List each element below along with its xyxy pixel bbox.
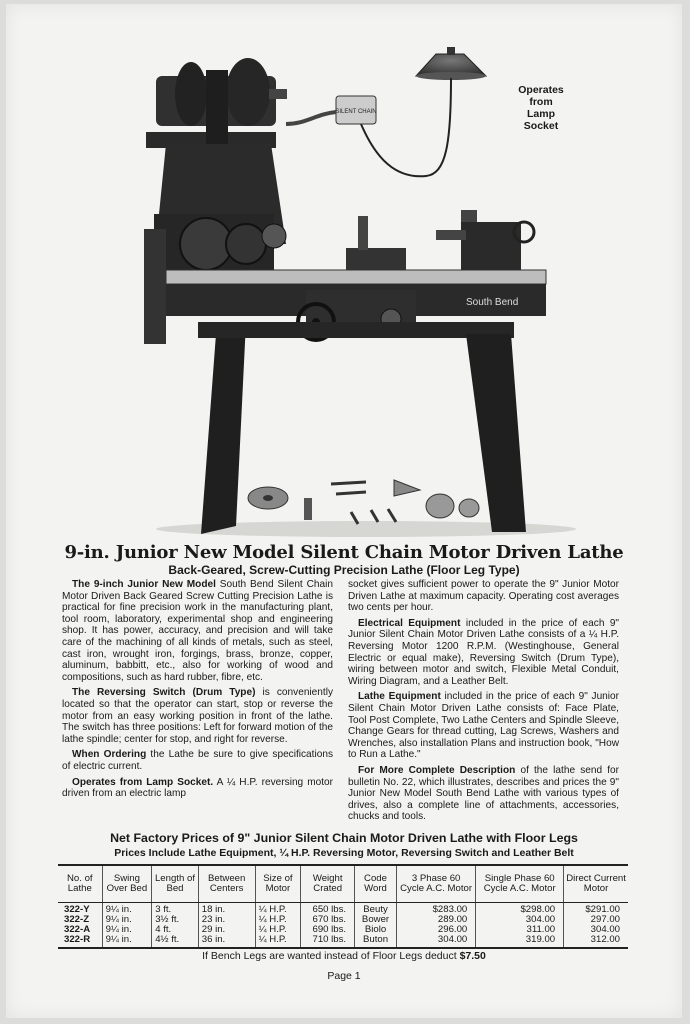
- paragraph-text: A ¼ H.P. reversing motor driven from an electric lamp: [62, 776, 334, 800]
- body-paragraph: [62, 687, 333, 745]
- table-cell: 312.00: [564, 935, 628, 948]
- table-cell: 690 lbs.: [301, 925, 355, 935]
- table-cell: 23 in.: [198, 915, 255, 925]
- paragraph-text: is conveniently located so that the operator can start, stop or reverse the motor from an easy working position in front of the lathe. The switch has three positions: Left for forward motion of the lathe spindle; center for stop, and right for reverse.: [62, 687, 333, 745]
- paragraph-lead: The 9-inch Junior New Model: [72, 579, 216, 590]
- table-cell: 3 ft.: [152, 903, 199, 916]
- table-cell: 4½ ft.: [152, 935, 199, 948]
- page-title: 9-in. Junior New Model Silent Chain Motor Driven Lathe: [64, 542, 624, 563]
- table-cell: 322-Z: [64, 914, 90, 925]
- table-cell: 304.00: [476, 915, 564, 925]
- callout-line: Operates: [518, 84, 564, 96]
- bench-legs-footnote: [6, 950, 682, 962]
- column-header: No. of Lathe: [58, 865, 102, 903]
- table-cell: 29 in.: [198, 925, 255, 935]
- table-cell: ¼ H.P.: [255, 935, 301, 948]
- column-header: Weight Crated: [301, 865, 355, 903]
- table-cell: 322-A: [64, 924, 91, 935]
- table-cell: 304.00: [396, 935, 475, 948]
- table-cell: Bower: [355, 915, 397, 925]
- prices-title: Net Factory Prices of 9" Junior Silent Chain Motor Driven Lathe with Floor Legs: [110, 831, 578, 845]
- table-cell: 650 lbs.: [301, 903, 355, 916]
- paragraph-text: socket gives sufficient power to operate the 9" Junior Motor Driven Lathe at maximum capacity. Operating cost averages two cents per hour.: [348, 579, 619, 614]
- paragraph-text: of the lathe send for bulletin No. 22, which illustrates, describes and prices the 9" Junior New Model South Bend Lathe with various types of drives, also a complete line of attachments, accessories, chucks and tools.: [348, 764, 619, 823]
- paragraph-lead: When Ordering: [72, 749, 147, 761]
- body-paragraph: [348, 579, 619, 614]
- table-cell: 311.00: [476, 925, 564, 935]
- table-cell: ¼ H.P.: [255, 915, 301, 925]
- table-header-row: [58, 865, 628, 903]
- column-header: Single Phase 60 Cycle A.C. Motor: [476, 865, 564, 903]
- table-cell: 319.00: [476, 935, 564, 948]
- table-cell: 304.00: [564, 925, 628, 935]
- table-cell: Biolo: [355, 925, 397, 935]
- column-header: Code Word: [355, 865, 397, 903]
- paragraph-lead: Operates from Lamp Socket.: [72, 776, 214, 788]
- paragraph-text: the Lathe be sure to give specifications of electric current.: [62, 749, 333, 772]
- table-cell: 322-Y: [64, 904, 90, 915]
- body-column-right: [348, 579, 619, 827]
- column-header: Direct Current Motor: [564, 865, 628, 903]
- table-cell: $283.00: [396, 903, 475, 916]
- page-subtitle: Back-Geared, Screw-Cutting Precision Lathe (Floor Leg Type): [168, 563, 520, 577]
- table-cell: 18 in.: [198, 903, 255, 916]
- column-header: 3 Phase 60 Cycle A.C. Motor: [396, 865, 475, 903]
- table-row: [58, 935, 628, 948]
- table-cell: 670 lbs.: [301, 915, 355, 925]
- table-cell: 3½ ft.: [152, 915, 199, 925]
- paragraph-text: included in the price of each 9" Junior Silent Chain Motor Driven Lathe consists of a ¼ H.P. Reversing Motor 1200 R.P.M. (Westinghouse, General Electric or equal make), Reversing Switch (Drum Type), wiring between motor and switch, Flexible Metal Conduit, Wiring Diagram, and a Leather Belt.: [348, 617, 620, 687]
- tailstock-icon: [436, 210, 534, 270]
- accessories-icon: [248, 480, 479, 524]
- table-cell: Buton: [355, 935, 397, 948]
- price-table: [58, 864, 628, 949]
- table-cell: 9¼ in.: [102, 925, 152, 935]
- table-cell: 36 in.: [198, 935, 255, 948]
- lamp-icon: [361, 47, 486, 176]
- table-cell: Beuty: [355, 903, 397, 916]
- lamp-socket-callout: [510, 84, 572, 132]
- paragraph-text: included in the price of each 9" Junior Silent Chain Motor Driven Lathe consists of: Face Plate, Tool Post Complete, Two Lathe Centers and Spindle Sleeve, Change Gears for thread cutting, Lag Screws, Washers and Wrenches, also installation Plans and instruction book, "How to Run a Lathe.": [348, 691, 620, 761]
- page-number: Page 1: [327, 970, 361, 982]
- body-paragraph: [348, 691, 619, 761]
- table-cell: $298.00: [476, 903, 564, 916]
- callout-line: Lamp: [526, 108, 555, 120]
- motor-label: SILENT CHAIN: [335, 109, 377, 115]
- body-paragraph: [62, 749, 333, 772]
- lathe-illustration: [6, 4, 682, 540]
- paragraph-text: South Bend Silent Chain Motor Driven Back Geared Screw Cutting Precision Lathe is practical for fine precision work in the manufacturing plant, tool room, laboratory, experimental shop and engineering shop. It has power, accuracy, and precision and will take care of the machining of all kinds of metals, such as steel, cast iron, wrought iron, forgings, brass, bronze, copper, aluminum, babbitt, etc., also for working of wood and compositions, such as hard rubber, fibre, etc.: [62, 579, 333, 683]
- table-cell: 4 ft.: [152, 925, 199, 935]
- callout-line: from: [529, 96, 553, 108]
- body-paragraph: [348, 618, 619, 688]
- table-cell: 296.00: [396, 925, 475, 935]
- footnote-amount: $7.50: [459, 950, 486, 962]
- column-header: Between Centers: [198, 865, 255, 903]
- table-cell: 710 lbs.: [301, 935, 355, 948]
- paragraph-lead: Electrical Equipment: [358, 617, 461, 629]
- footnote-text: If Bench Legs are wanted instead of Floor Legs deduct: [202, 950, 460, 962]
- column-header: Swing Over Bed: [102, 865, 152, 903]
- catalog-page: [6, 4, 682, 1018]
- nameplate-text: South Bend: [466, 297, 519, 308]
- table-cell: 9¼ in.: [102, 915, 152, 925]
- body-paragraph: [62, 777, 333, 800]
- body-paragraph: [62, 579, 333, 683]
- column-header: Length of Bed: [152, 865, 199, 903]
- body-paragraph: [348, 765, 619, 823]
- prices-subtitle: Prices Include Lathe Equipment, ¼ H.P. Reversing Motor, Reversing Switch and Leather Belt: [114, 847, 574, 859]
- table-cell: 289.00: [396, 915, 475, 925]
- table-cell: ¼ H.P.: [255, 925, 301, 935]
- table-cell: 297.00: [564, 915, 628, 925]
- table-cell: 322-R: [64, 934, 91, 945]
- table-cell: $291.00: [564, 903, 628, 916]
- column-header: Size of Motor: [255, 865, 301, 903]
- table-cell: 9¼ in.: [102, 935, 152, 948]
- paragraph-lead: For More Complete Description: [358, 764, 516, 776]
- body-column-left: [62, 579, 333, 804]
- table-cell: 9¼ in.: [102, 903, 152, 916]
- table-cell: ¼ H.P.: [255, 903, 301, 916]
- callout-line: Socket: [523, 120, 559, 132]
- paragraph-lead: Lathe Equipment: [358, 691, 441, 703]
- paragraph-lead: The Reversing Switch (Drum Type): [72, 687, 256, 699]
